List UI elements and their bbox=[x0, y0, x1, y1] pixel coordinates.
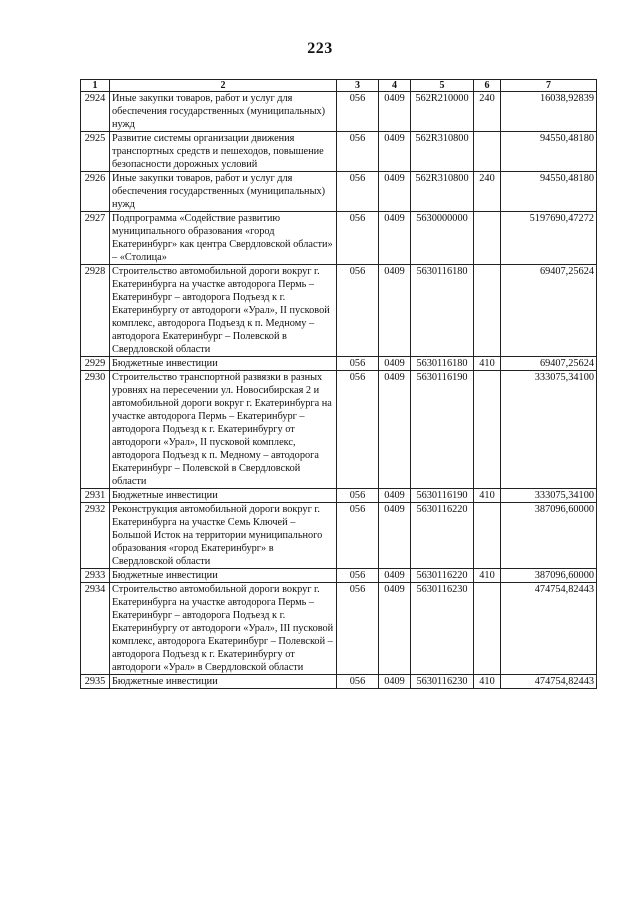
row-amount: 5197690,47272 bbox=[501, 212, 597, 265]
row-admin-code: 056 bbox=[337, 489, 379, 503]
budget-table bbox=[80, 79, 597, 689]
row-amount: 69407,25624 bbox=[501, 357, 597, 371]
row-target-code: 5630000000 bbox=[411, 212, 474, 265]
row-expense-type bbox=[474, 132, 501, 172]
table-row bbox=[81, 172, 597, 212]
row-admin-code: 056 bbox=[337, 675, 379, 689]
row-number: 2927 bbox=[81, 212, 110, 265]
row-amount: 474754,82443 bbox=[501, 583, 597, 675]
row-number: 2926 bbox=[81, 172, 110, 212]
row-name: Подпрограмма «Содействие развитию муниципального образования «город Екатеринбург» как центра Свердловской области» – «Столица» bbox=[110, 212, 337, 265]
row-name: Строительство транспортной развязки в разных уровнях на пересечении ул. Новосибирская 2 и автомобильной дороги вокруг г. Екатеринбурга на участке автодорога Пермь – Екатеринбург – автодорога Подъезд к г. Екатеринбургу от автодороги «Урал», II пусковой комплекс, автодорога Подъезд к п. Медному – автодорога Екатеринбург – Полевской в Свердловской области bbox=[110, 371, 337, 489]
row-section-code: 0409 bbox=[379, 503, 411, 569]
row-number: 2924 bbox=[81, 92, 110, 132]
row-number: 2932 bbox=[81, 503, 110, 569]
row-target-code: 562R310800 bbox=[411, 132, 474, 172]
page-number: 223 bbox=[307, 40, 333, 57]
row-amount: 69407,25624 bbox=[501, 265, 597, 357]
table-row bbox=[81, 503, 597, 569]
row-amount: 16038,92839 bbox=[501, 92, 597, 132]
row-admin-code: 056 bbox=[337, 569, 379, 583]
row-admin-code: 056 bbox=[337, 172, 379, 212]
row-admin-code: 056 bbox=[337, 371, 379, 489]
row-target-code: 5630116190 bbox=[411, 371, 474, 489]
table-row bbox=[81, 132, 597, 172]
row-amount: 387096,60000 bbox=[501, 503, 597, 569]
row-number: 2935 bbox=[81, 675, 110, 689]
row-section-code: 0409 bbox=[379, 172, 411, 212]
row-admin-code: 056 bbox=[337, 503, 379, 569]
row-admin-code: 056 bbox=[337, 132, 379, 172]
row-expense-type: 240 bbox=[474, 92, 501, 132]
row-target-code: 5630116230 bbox=[411, 675, 474, 689]
row-amount: 94550,48180 bbox=[501, 132, 597, 172]
row-target-code: 562R310800 bbox=[411, 172, 474, 212]
row-amount: 387096,60000 bbox=[501, 569, 597, 583]
row-section-code: 0409 bbox=[379, 357, 411, 371]
table-row bbox=[81, 265, 597, 357]
column-header: 5 bbox=[411, 80, 474, 92]
row-section-code: 0409 bbox=[379, 583, 411, 675]
row-expense-type bbox=[474, 503, 501, 569]
row-section-code: 0409 bbox=[379, 132, 411, 172]
column-header: 4 bbox=[379, 80, 411, 92]
table-row bbox=[81, 675, 597, 689]
column-header: 3 bbox=[337, 80, 379, 92]
table-row bbox=[81, 212, 597, 265]
row-expense-type: 240 bbox=[474, 172, 501, 212]
table-row bbox=[81, 357, 597, 371]
column-header: 7 bbox=[501, 80, 597, 92]
row-expense-type bbox=[474, 583, 501, 675]
row-amount: 94550,48180 bbox=[501, 172, 597, 212]
row-amount: 333075,34100 bbox=[501, 371, 597, 489]
row-section-code: 0409 bbox=[379, 675, 411, 689]
row-number: 2929 bbox=[81, 357, 110, 371]
row-name: Бюджетные инвестиции bbox=[110, 489, 337, 503]
row-section-code: 0409 bbox=[379, 569, 411, 583]
row-name: Реконструкция автомобильной дороги вокруг г. Екатеринбурга на участке Семь Ключей – Большой Исток на территории муниципального образования «город Екатеринбург» в Свердловской области bbox=[110, 503, 337, 569]
row-expense-type bbox=[474, 265, 501, 357]
column-header: 2 bbox=[110, 80, 337, 92]
row-target-code: 5630116190 bbox=[411, 489, 474, 503]
row-admin-code: 056 bbox=[337, 583, 379, 675]
row-section-code: 0409 bbox=[379, 489, 411, 503]
row-name: Бюджетные инвестиции bbox=[110, 357, 337, 371]
row-expense-type: 410 bbox=[474, 357, 501, 371]
column-header: 6 bbox=[474, 80, 501, 92]
row-target-code: 5630116230 bbox=[411, 583, 474, 675]
row-number: 2933 bbox=[81, 569, 110, 583]
row-amount: 333075,34100 bbox=[501, 489, 597, 503]
row-section-code: 0409 bbox=[379, 212, 411, 265]
row-amount: 474754,82443 bbox=[501, 675, 597, 689]
row-expense-type: 410 bbox=[474, 675, 501, 689]
table-row bbox=[81, 569, 597, 583]
row-name: Бюджетные инвестиции bbox=[110, 675, 337, 689]
row-admin-code: 056 bbox=[337, 92, 379, 132]
row-number: 2928 bbox=[81, 265, 110, 357]
row-name: Иные закупки товаров, работ и услуг для обеспечения государственных (муниципальных) нужд bbox=[110, 172, 337, 212]
row-admin-code: 056 bbox=[337, 265, 379, 357]
table-row bbox=[81, 92, 597, 132]
row-expense-type bbox=[474, 212, 501, 265]
row-section-code: 0409 bbox=[379, 265, 411, 357]
row-target-code: 562R210000 bbox=[411, 92, 474, 132]
row-number: 2931 bbox=[81, 489, 110, 503]
row-number: 2930 bbox=[81, 371, 110, 489]
row-expense-type: 410 bbox=[474, 489, 501, 503]
row-number: 2934 bbox=[81, 583, 110, 675]
row-name: Строительство автомобильной дороги вокруг г. Екатеринбурга на участке автодорога Пермь – Екатеринбург – автодорога Подъезд к г. Екатеринбургу от автодороги «Урал», III пусковой комплекс, автодорога Екатеринбург – Полевской – автодорога Подъезд к г. Екатеринбургу от автодороги «Урал» в Свердловской области bbox=[110, 583, 337, 675]
row-section-code: 0409 bbox=[379, 371, 411, 489]
table-header-row bbox=[81, 80, 597, 92]
row-admin-code: 056 bbox=[337, 357, 379, 371]
table-row bbox=[81, 371, 597, 489]
row-number: 2925 bbox=[81, 132, 110, 172]
row-expense-type: 410 bbox=[474, 569, 501, 583]
row-name: Бюджетные инвестиции bbox=[110, 569, 337, 583]
row-target-code: 5630116180 bbox=[411, 265, 474, 357]
row-name: Строительство автомобильной дороги вокруг г. Екатеринбурга на участке автодорога Пермь – Екатеринбург – автодорога Подъезд к г. Екатеринбургу от автодороги «Урал», II пусковой комплекс, автодорога Подъезд к п. Медному – автодорога Екатеринбург – Полевской в Свердловской области bbox=[110, 265, 337, 357]
row-name: Иные закупки товаров, работ и услуг для обеспечения государственных (муниципальных) нужд bbox=[110, 92, 337, 132]
row-expense-type bbox=[474, 371, 501, 489]
row-target-code: 5630116180 bbox=[411, 357, 474, 371]
column-header: 1 bbox=[81, 80, 110, 92]
row-name: Развитие системы организации движения транспортных средств и пешеходов, повышение безопасности дорожных условий bbox=[110, 132, 337, 172]
table-row bbox=[81, 583, 597, 675]
table-row bbox=[81, 489, 597, 503]
row-section-code: 0409 bbox=[379, 92, 411, 132]
row-admin-code: 056 bbox=[337, 212, 379, 265]
row-target-code: 5630116220 bbox=[411, 569, 474, 583]
row-target-code: 5630116220 bbox=[411, 503, 474, 569]
